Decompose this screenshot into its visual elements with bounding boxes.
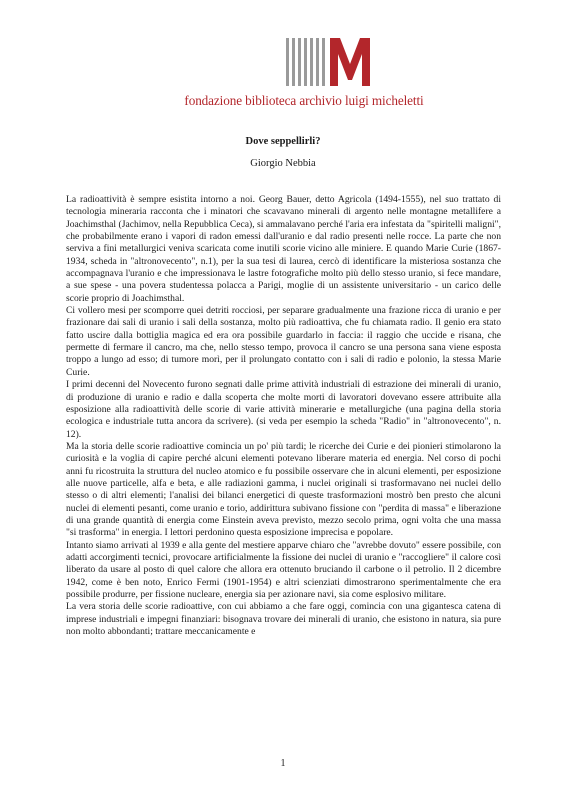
article-author: Giorgio Nebbia (250, 158, 316, 169)
paragraph: La radioattività è sempre esistita intorno a noi. Georg Bauer, detto Agricola (1494-1555), nel suo trattato di tecnologia mineraria racconta che i minatori che scavavano minerali di argento nelle montagne metallifere a Joachimsthal (Jachimov, nella Repubblica Ceca), si ammalavano perché l'aria era infestata da "spiritelli maligni", che probabilmente erano i vapori di radon emessi dall'uranio e dal radio presenti nelle rocce. La parte che non serviva a fini metallurgici veniva scaricata come inutili scorie vicino alle miniere. E quando Marie Curie (1867-1934, scheda in "altronovecento", n.1), per la sua tesi di laurea, cercò di identificare la misteriosa sostanza che accompagnava l'uranio e che impressionava le lastre fotografiche molto più dello stesso uranio, si fece mandare, a sue spese - una povera studentessa polacca a Parigi, moglie di un assistente universitario - un carico delle scorie proprio di Joachimsthal. (66, 194, 501, 304)
foundation-name: fondazione biblioteca archivio luigi micheletti (184, 93, 424, 108)
foundation-logo (286, 38, 376, 86)
article-body (66, 194, 501, 638)
article-title: Dove seppellirli? (245, 136, 321, 147)
paragraph: Ci vollero mesi per scomporre quei detriti rocciosi, per separare gradualmente una frazione ricca di uranio e per frazionare dai sali di uranio i sali della sostanza, molto più radioattiva, che fu chiamata radio. Il genio era stato fatto uscire dalla bottiglia magica ed era ora possibile guardarlo in faccia: il raggio che uccide e risana, che permette di fermare il cancro, ma che, nello stesso tempo, provoca il cancro se una persona sana viene esposta troppo a lungo ad esso; di tumore morì, per il prolungato contatto con i sali di radio e polonio, la stessa Marie Curie. (66, 305, 501, 378)
paragraph: Intanto siamo arrivati al 1939 e alla gente del mestiere apparve chiaro che "avrebbe dovuto" essere possibile, con adatti accorgimenti tecnici, provocare artificialmente la fissione dei nuclei di uranio e "raccogliere" il calore così liberato da usare al posto di quel calore che allora era ottenuto bruciando il carbone o il petrolio. Il 2 dicembre 1942, come è ben noto, Enrico Fermi (1901-1954) e altri scienziati dimostrarono sperimentalmente che era possibile produrre, per fissione nucleare, energia sia per azionare navi, sia come esplosivo militare. (66, 539, 501, 600)
page-number: 1 (280, 758, 286, 769)
logo-bars (286, 38, 325, 86)
paragraph: La vera storia delle scorie radioattive, con cui abbiamo a che fare oggi, comincia con una gigantesca catena di imprese industriali e impegni finanziari: bisognava trovare dei minerali di uranio, che esistono in natura, sia pure non molto abbondanti; trattare meccanicamente e (66, 601, 501, 638)
logo-m-letter (330, 38, 370, 86)
paragraph: I primi decenni del Novecento furono segnati dalle prime attività industriali di estrazione dei minerali di uranio, di produzione di uranio e radio e dalla scoperta che molte morti di lavoratori dovevano essere attribuite alla esposizione alla radioattività delle scorie di varie attività minerarie e metallurgiche (una pagina della storia ecologica e industriale tutta ancora da scrivere). (si veda per esempio la scheda "Radio" in "altronovecento", n. 12). (66, 379, 501, 440)
paragraph: Ma la storia delle scorie radioattive comincia un po' più tardi; le ricerche dei Curie e dei pionieri stimolarono la curiosità e la voglia di capire perché alcuni elementi potevano liberare materia ed energia. Nel corso di pochi anni fu ricostruita la struttura del nucleo atomico e fu possibile osservare che in alcuni elementi, per esposizione alle nuove particelle, alfa e beta, e alle radiazioni gamma, i nuclei originali si trasformavano nei nuclei dello stesso o di altri elementi; l'analisi dei bilanci energetici di queste trasformazioni mostrò ben presto che alcuni nuclei di elementi pesanti, come uranio e torio, addirittura subivano fissione con "perdita di massa" e liberazione di una grande quantità di energia come Einstein aveva previsto, mezzo secolo prima, ogni volta che una massa "si trasforma" in energia. I lettori perdonino questa esposizione imprecisa e popolare. (66, 440, 501, 539)
